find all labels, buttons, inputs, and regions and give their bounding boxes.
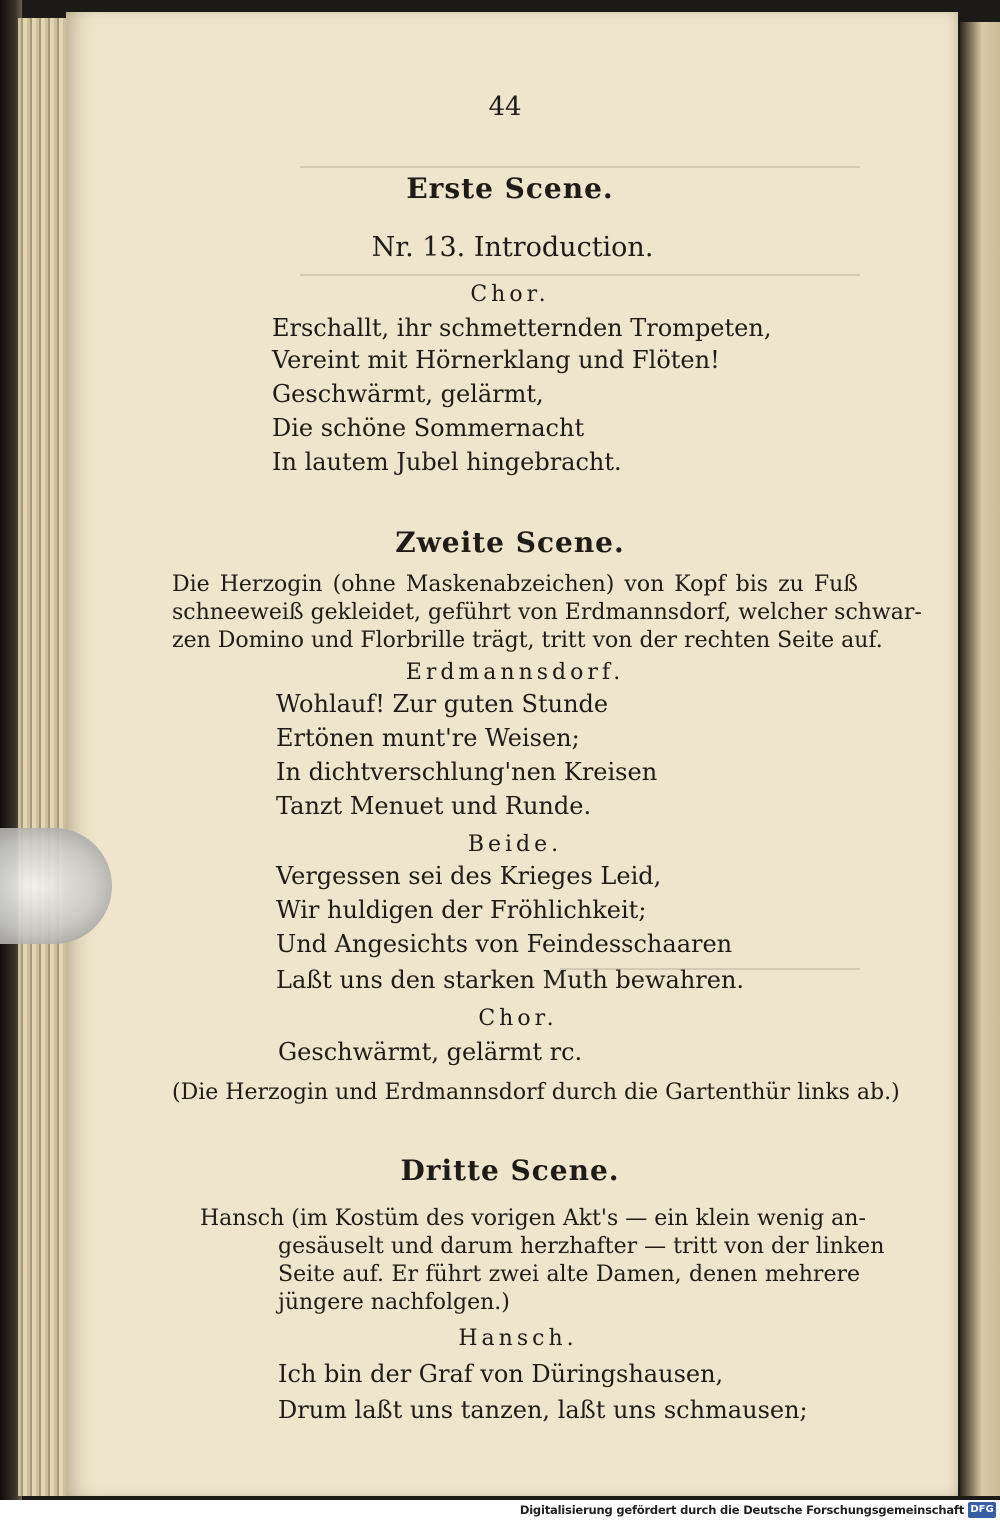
stage-direction-line: Hansch (im Kostüm des vorigen Akt's — ein klein wenig an- [200, 1206, 866, 1231]
funding-credit: Digitalisierung gefördert durch die Deutsche Forschungsgemeinschaft [519, 1503, 964, 1517]
verse-line: Tanzt Menuet und Runde. [276, 792, 592, 820]
verse-line: Ich bin der Graf von Düringshausen, [278, 1360, 724, 1388]
verse-line: Und Angesichts von Feindesschaaren [276, 930, 733, 958]
dfg-logo: DFG [968, 1502, 996, 1518]
verse-line: Die schöne Sommernacht [272, 414, 585, 442]
stage-direction-line: schneeweiß gekleidet, geführt von Erdmannsdorf, welcher schwar- [172, 600, 922, 625]
stage-direction-line: jüngere nachfolgen.) [278, 1290, 510, 1315]
exit-stage-direction: (Die Herzogin und Erdmannsdorf durch die Gartenthür links ab.) [172, 1080, 900, 1105]
verse-line: In dichtverschlung'nen Kreisen [276, 758, 658, 786]
stage-direction-line: zen Domino und Florbrille trägt, tritt von der rechten Seite auf. [172, 628, 883, 653]
verse-line: Wir huldigen der Fröhlichkeit; [276, 896, 647, 924]
verse-line: Vergessen sei des Krieges Leid, [276, 862, 662, 890]
scene-title-3: Dritte Scene. [400, 1154, 620, 1187]
verse-line: Geschwärmt, gelärmt, [272, 380, 544, 408]
scanner-thumb-artifact [0, 828, 112, 944]
verse-line: Geschwärmt, gelärmt rc. [278, 1038, 583, 1066]
verse-line: In lautem Jubel hingebracht. [272, 448, 622, 476]
verse-line: Vereint mit Hörnerklang und Flöten! [272, 346, 720, 374]
page-number: 44 [488, 92, 522, 122]
speaker-hansch: Hansch. [458, 1326, 578, 1351]
number-heading: Nr. 13. Introduction. [371, 232, 654, 263]
verse-line: Drum laßt uns tanzen, laßt uns schmausen; [278, 1396, 808, 1424]
scene-title-1: Erste Scene. [406, 172, 614, 205]
verse-line: Erschallt, ihr schmetternden Trompeten, [272, 314, 772, 342]
speaker-chor: Chor. [470, 282, 550, 307]
verse-line: Wohlauf! Zur guten Stunde [276, 690, 609, 718]
stage-direction-line: Seite auf. Er führt zwei alte Damen, denen mehrere [278, 1262, 860, 1287]
scene-title-2: Zweite Scene. [395, 526, 625, 559]
speaker-erdmannsdorf: Erdmannsdorf. [405, 660, 625, 685]
bleed-through [300, 148, 860, 168]
speaker-beide: Beide. [467, 832, 563, 857]
stage-direction-line: gesäuselt und darum herzhafter — tritt von der linken [278, 1234, 885, 1259]
digitization-footer [0, 1500, 1000, 1522]
verse-line: Ertönen munt're Weisen; [276, 724, 580, 752]
stage-direction-line: Die Herzogin (ohne Maskenabzeichen) von Kopf bis zu Fuß [172, 572, 858, 597]
verse-line: Laßt uns den starken Muth bewahren. [276, 966, 745, 994]
speaker-chor-2: Chor. [478, 1006, 558, 1031]
